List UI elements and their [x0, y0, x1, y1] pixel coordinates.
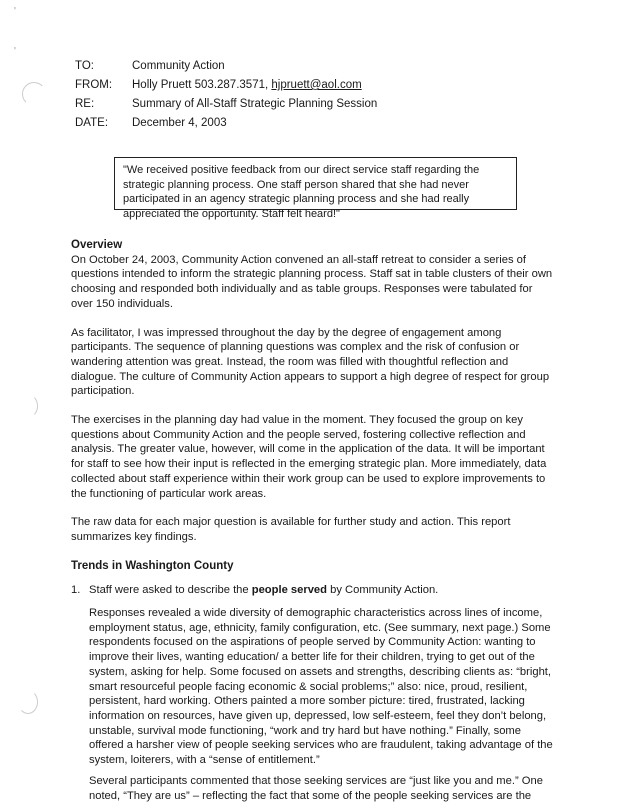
date-value: December 4, 2003	[132, 117, 227, 129]
overview-heading: Overview	[71, 239, 123, 251]
list-item-body	[89, 606, 556, 803]
scan-mark: '	[14, 6, 16, 17]
overview-paragraph: The raw data for each major question is available for further study and action. This report summarizes key findings.	[71, 516, 511, 543]
people-served-emphasis: people served	[251, 584, 327, 597]
from-value: Holly Pruett 503.287.3571,	[132, 79, 272, 91]
memo-date-row	[75, 114, 377, 133]
re-label: RE:	[75, 98, 95, 110]
trends-heading: Trends in Washington County	[71, 559, 234, 572]
list-item-text: Staff were asked to describe the people served by Community Action.	[89, 584, 439, 597]
memo-header	[75, 57, 377, 133]
from-label: FROM:	[75, 79, 113, 91]
overview-paragraph: As facilitator, I was impressed throughout the day by the degree of engagement among participants. The sequence of planning questions was complex and the risk of confusion or wandering attention was great. Instead, the room was filled with thoughtful reflection and dialogue. The culture of Community Action appears to support a high degree of respect for group participation.	[71, 326, 550, 398]
list-paragraph: Several participants commented that those seeking services are “just like you and me.” One noted, “They are us” – reflecting the fact that some of the people seeking services are the	[89, 774, 543, 802]
memo-from-row	[75, 76, 377, 95]
hole-punch-mark	[18, 690, 38, 714]
overview-paragraph: The exercises in the planning day had value in the moment. They focused the group on key questions about Community Action and the people served, fostering collective reflection and analysis. The greater value, however, will come in the application of the data. It will be important for staff to see how their input is reflected in the emerging strategic plan. More immediately, data collected about staff experience within their work group can be used to explore improvements to the functioning of particular work areas.	[71, 414, 547, 500]
hole-punch-mark	[22, 82, 46, 106]
from-email-link[interactable]: hjpruett@aol.com	[271, 79, 362, 91]
scan-mark: '	[14, 46, 16, 57]
to-value: Community Action	[132, 60, 225, 72]
list-item	[71, 583, 556, 598]
list-number: 1.	[71, 584, 81, 597]
re-value: Summary of All-Staff Strategic Planning Session	[132, 98, 378, 110]
document-body	[71, 238, 556, 809]
date-label: DATE:	[75, 117, 109, 129]
overview-paragraph: On October 24, 2003, Community Action convened an all-staff retreat to consider a series of questions intended to inform the strategic planning process. Staff sat in table clusters of their own choosing and responded both individually and as table groups. Responses were tabulated for over 150 individuals.	[71, 253, 553, 310]
memo-re-row	[75, 95, 377, 114]
to-label: TO:	[75, 60, 94, 72]
list-paragraph: Responses revealed a wide diversity of demographic characteristics across lines of income, employment status, age, ethnicity, family configuration, etc. (See summary, next page.) Some respondents focused on the aspirations of people served by Community Action: wanting to improve their lives, wanting education/ a better life for their children, trying to get out of the system, asking for help. Some focused on assets and strengths, describing clients as: “bright, smart resourceful people facing economic & social problems;” also: nice, proud, resilient, persistent, hard working. Others painted a more somber picture: tired, frustrated, lacking information on resources, have given up, depressed, low self-esteem, feel they don’t belong, unstable, survival mode functioning, “work and try hard but have nothing.” Finally, some offered a harsher view of people seeking services who are fraudulent, taking advantage of the system, loiterers, with a “sense of entitlement.”	[89, 607, 553, 767]
hole-punch-mark	[18, 394, 38, 418]
quote-box: "We received positive feedback from our direct service staff regarding the strategic planning process. One staff person shared that she had never participated in an agency strategic planning process and she had really appreciated the opportunity. Staff felt heard!"	[114, 157, 517, 210]
memo-to-row	[75, 57, 377, 76]
